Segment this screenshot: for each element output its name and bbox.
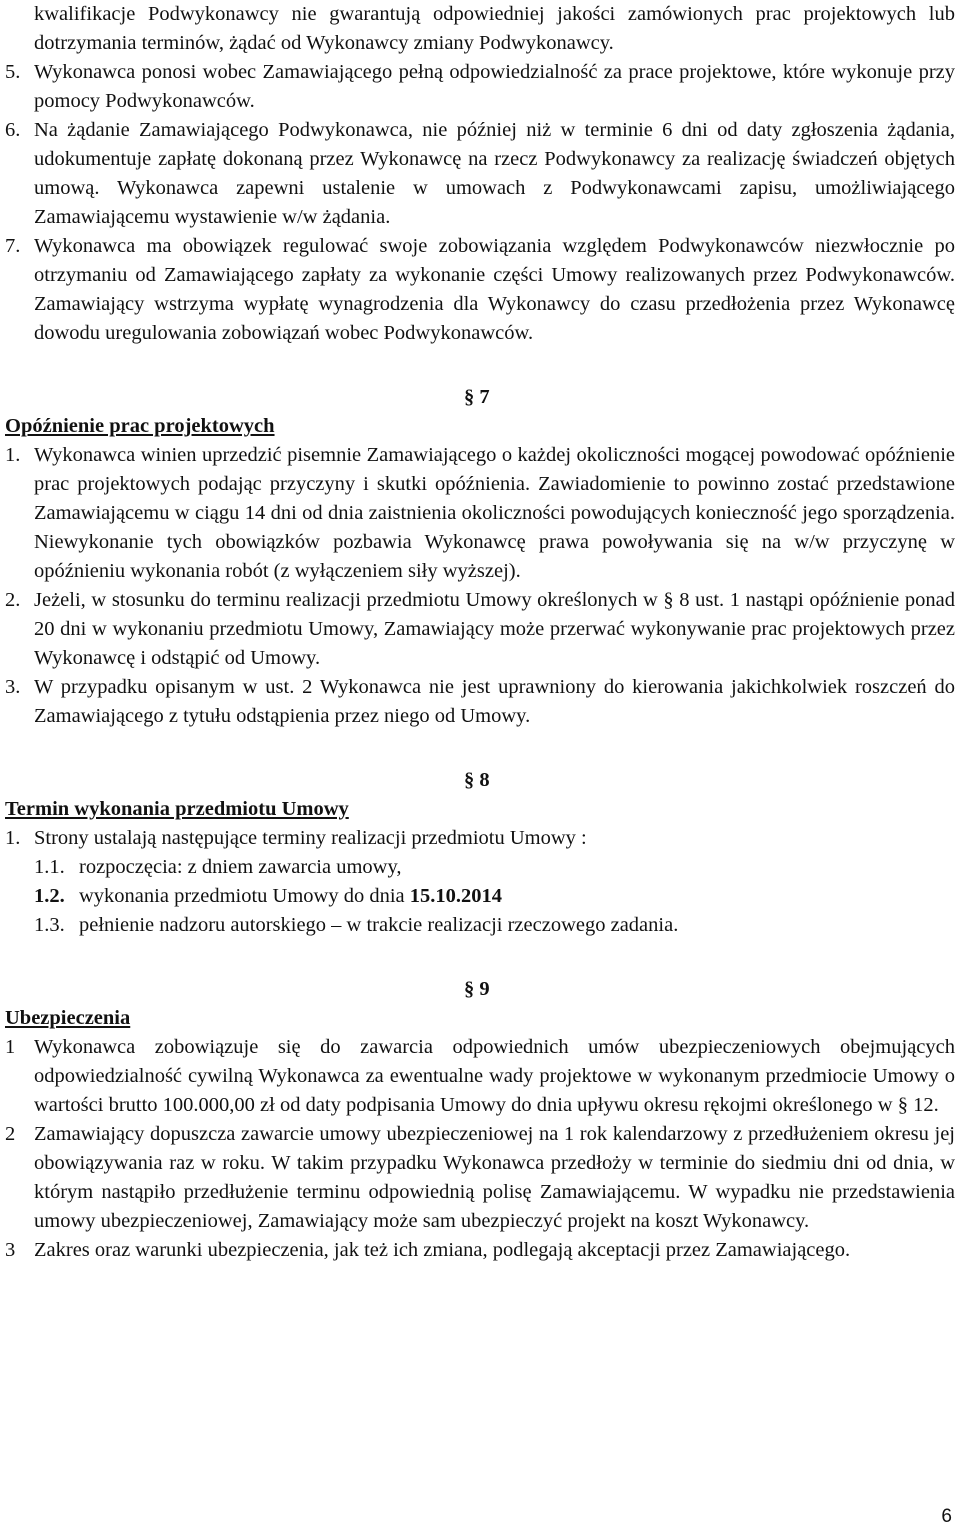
item-text: Wykonawca zobowiązuje się do zawarcia odpowiednich umów ubezpieczeniowych obejmujących odpowiedzialność cywilną Wykonawca za ewentualne wady projektowe w wykonanym przedmiocie Umowy o wartości brutto 100.000,00 zł od daty podpisania Umowy do dnia upływu okresu rękojmi określonego w § 12. <box>34 1036 955 1116</box>
sub-item-number: 1.1. <box>34 856 65 878</box>
item-text: Zamawiający dopuszcza zawarcie umowy ubezpieczeniowej na 1 rok kalendarzowy z przedłużeniem okresu jej obowiązywania raz w roku. W takim przypadku Wykonawca przedłoży w terminie do siedmiu dni od dnia, w którym nastąpiło przedłużenie terminu odpowiednią polisę Zamawiającemu. W wypadku nie przedstawienia umowy ubezpieczeniowej, Zamawiający może sam ubezpieczyć projekt na koszt Wykonawcy. <box>34 1123 955 1232</box>
continued-paragraph: kwalifikacje Podwykonawcy nie gwarantują odpowiedniej jakości zamówionych prac projektowych lub dotrzymania terminów, żądać od Wykonawcy zmiany Podwykonawcy. <box>34 3 955 54</box>
sub-item-number: 1.3. <box>34 914 65 936</box>
item-number: 2 <box>5 1123 16 1145</box>
list-item <box>5 673 955 731</box>
item-text: Strony ustalają następujące terminy realizacji przedmiotu Umowy : <box>34 827 587 849</box>
section-title: Opóźnienie prac projektowych <box>5 415 275 437</box>
item-number: 2. <box>5 589 21 611</box>
list-item <box>5 1120 955 1236</box>
list-item <box>5 586 955 673</box>
sub-item-text: wykonania przedmiotu Umowy do dnia <box>79 885 410 907</box>
item-number: 3. <box>5 676 21 698</box>
item-text: Na żądanie Zamawiającego Podwykonawca, nie później niż w terminie 6 dni od daty zgłoszenia żądania, udokumentuje zapłatę dokonaną przez Wykonawcę na rzecz Podwykonawcy za realizację świadczeń objętych umową. Wykonawca zapewni ustalenie w umowach z Podwykonawcami zapisu, umożliwiającego Zamawiającemu wystawienie w/w żądania. <box>34 119 955 228</box>
item-number: 3 <box>5 1239 16 1261</box>
item-number: 6. <box>5 119 21 141</box>
item-number: 7. <box>5 235 21 257</box>
document-page <box>5 0 955 1265</box>
item-text: W przypadku opisanym w ust. 2 Wykonawca nie jest uprawniony do kierowania jakichkolwiek roszczeń do Zamawiającego z tytułu odstąpienia przez niego od Umowy. <box>34 676 955 727</box>
section-number: § 8 <box>464 769 490 791</box>
page-number: 6 <box>941 1506 952 1527</box>
item-number: 1. <box>5 444 21 466</box>
item-number: 1 <box>5 1036 16 1058</box>
section-number: § 9 <box>464 978 490 1000</box>
item-text: Zakres oraz warunki ubezpieczenia, jak też ich zmiana, podlegają akceptacji przez Zamawiającego. <box>34 1239 851 1261</box>
section-number: § 7 <box>464 386 490 408</box>
item-text: Wykonawca ma obowiązek regulować swoje zobowiązania względem Podwykonawców niezwłocznie po otrzymaniu od Zamawiającego zapłaty za wykonanie części Umowy realizowanych przez Podwykonawców. Zamawiający wstrzyma wypłatę wynagrodzenia dla Wykonawcy do czasu przedłożenia przez Wykonawcę dowodu uregulowania zobowiązań wobec Podwykonawców. <box>34 235 955 344</box>
list-item <box>5 824 955 853</box>
list-item <box>5 1033 955 1120</box>
section-title: Termin wykonania przedmiotu Umowy <box>5 798 349 820</box>
sub-item <box>5 853 955 882</box>
item-number: 1. <box>5 827 21 849</box>
list-item <box>5 58 955 116</box>
list-item <box>5 441 955 586</box>
deadline-date: 15.10.2014 <box>409 885 503 907</box>
item-text: Jeżeli, w stosunku do terminu realizacji przedmiotu Umowy określonych w § 8 ust. 1 nastąpi opóźnienie ponad 20 dni w wykonaniu przedmiotu Umowy, Zamawiający może przerwać wykonywanie prac projektowych przez Wykonawcę i odstąpić od Umowy. <box>34 589 955 669</box>
item-text: Wykonawca winien uprzedzić pisemnie Zamawiającego o każdej okoliczności mogącej powodować opóźnienie prac projektowych podając przyczyny i skutki opóźnienia. Zawiadomienie to powinno zostać przedstawione Zamawiającemu w ciągu 14 dni od dnia zaistnienia okoliczności powodujących konieczność jego sporządzenia. Niewykonanie tych obowiązków pozbawia Wykonawcę prawa powoływania się na w/w przyczynę w opóźnieniu wykonania robót (z wyłączeniem siły wyższej). <box>34 444 955 582</box>
sub-item-text: pełnienie nadzoru autorskiego – w trakcie realizacji rzeczowego zadania. <box>79 914 679 936</box>
list-item <box>5 1236 955 1265</box>
sub-item-text: rozpoczęcia: z dniem zawarcia umowy, <box>79 856 402 878</box>
sub-item <box>5 911 955 940</box>
item-text: Wykonawca ponosi wobec Zamawiającego pełną odpowiedzialność za prace projektowe, które wykonuje przy pomocy Podwykonawców. <box>34 61 955 112</box>
section-title: Ubezpieczenia <box>5 1007 131 1029</box>
sub-item-number: 1.2. <box>34 885 65 907</box>
list-item <box>5 116 955 232</box>
list-item <box>5 232 955 348</box>
sub-item <box>5 882 955 911</box>
item-number: 5. <box>5 61 21 83</box>
